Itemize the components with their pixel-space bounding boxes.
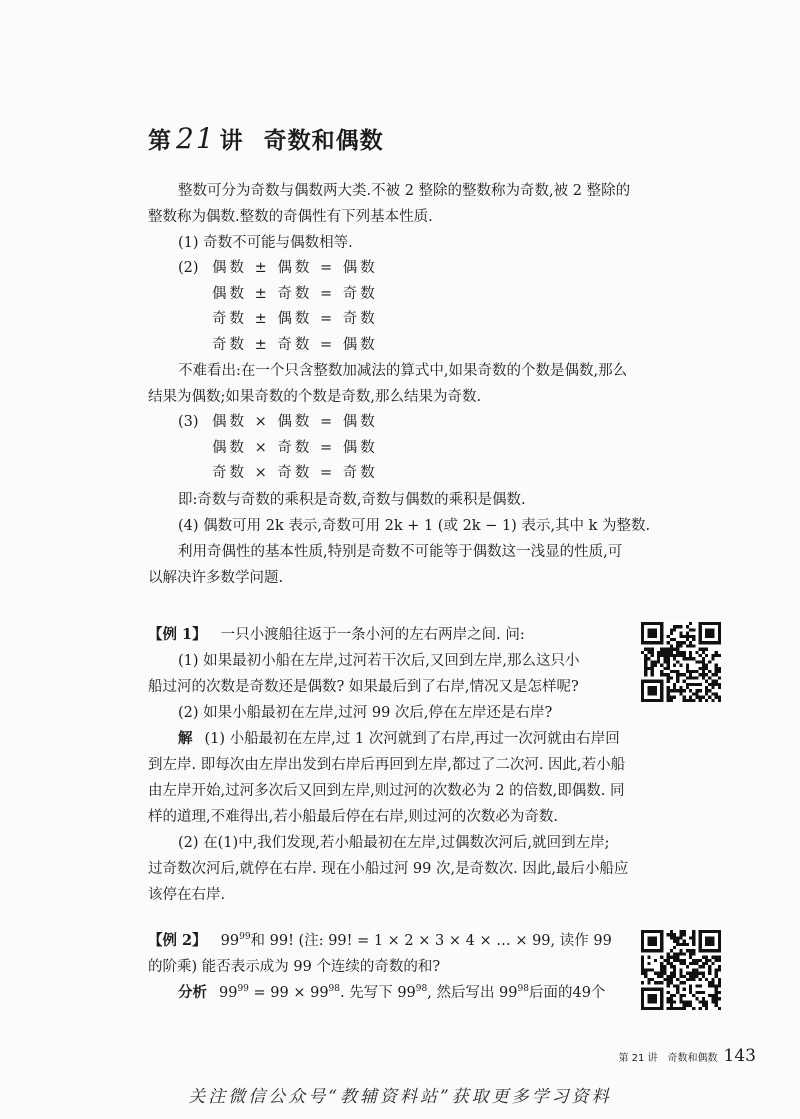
example-1-line: 样的道理,不难得出,若小船最后停在右岸,则过河的次数必为奇数. <box>148 809 558 825</box>
page-footer <box>586 1046 756 1066</box>
chapter-number: 21 <box>176 122 216 155</box>
rule-3-row <box>148 436 676 462</box>
chapter-suffix: 讲 <box>219 127 244 154</box>
watermark-note: 关注微信公众号“教辅资料站”获取更多学习资料 <box>188 1087 612 1107</box>
example-1-question: 【例 1】 一只小渡船往返于一条小河的左右两岸之间. 问: <box>148 626 525 643</box>
solution-tag: 解 <box>178 730 193 747</box>
formula: 偶数 × 奇数 = 偶数 <box>212 439 378 456</box>
intro-line: 以解决许多数学问题. <box>148 569 284 586</box>
example-1-line: (2) 如果小船最初在左岸,过河 99 次后,停在左岸还是右岸? <box>178 705 553 721</box>
example-1-solution: 解 (1) 小船最初在左岸,过 1 次河就到了右岸,再过一次河就由右岸回 <box>178 730 620 747</box>
rule-3-label: (3) <box>178 414 199 430</box>
intro-line: 利用奇偶性的基本性质,特别是奇数不可能等于偶数这一浅显的性质,可 <box>178 543 623 560</box>
rule-2-row <box>148 256 676 282</box>
intro-line: 整数可分为奇数与偶数两大类.不被 2 整除的整数称为奇数,被 2 整除的 <box>178 183 631 199</box>
example-2-tag: 【例 2】 <box>148 932 207 949</box>
example-1-line: 由左岸开始,过河多次后又回到左岸,则过河的次数必为 2 的倍数,即偶数. 同 <box>148 783 625 799</box>
intro-section <box>148 178 676 591</box>
example-1-line: 到左岸. 即每次由左岸出发到右岸后再回到左岸,都过了二次河. 因此,若小船 <box>148 757 626 773</box>
example-2-question: 【例 2】 $99^{99}$和 99! (注: 99! = 1 × 2 × 3 × 4 × … × 99, 读作 99 <box>148 932 612 949</box>
qr-code-icon[interactable] <box>641 930 721 1010</box>
intro-line: 结果为偶数;如果奇数的个数是奇数,那么结果为奇数. <box>148 389 482 405</box>
rule-1: (1) 奇数不可能与偶数相等. <box>178 235 353 251</box>
rule-3-row <box>148 410 676 436</box>
example-1-line: 该停在右岸. <box>148 887 226 903</box>
formula: 奇数 ± 奇数 = 偶数 <box>212 336 378 353</box>
footer-chapter: 第 21 讲 奇数和偶数 <box>618 1053 718 1064</box>
example-1-line: (1) 如果最初小船在左岸,过河若干次后,又回到左岸,那么这只小 <box>178 653 580 669</box>
example-1-line: 船过河的次数是奇数还是偶数? 如果最后到了右岸,情况又是怎样呢? <box>148 679 579 695</box>
formula: 奇数 × 奇数 = 奇数 <box>212 465 378 481</box>
rule-2-label: (2) <box>178 260 199 276</box>
qr-code-icon[interactable] <box>641 622 721 702</box>
chapter-title <box>148 122 384 155</box>
rule-4: (4) 偶数可用 2k 表示,奇数可用 2k + 1 (或 2k − 1) 表示,其中 k 为整数. <box>178 517 651 534</box>
formula: 奇数 ± 偶数 = 奇数 <box>212 311 378 327</box>
rule-2-row <box>148 307 676 333</box>
example-1-line: (2) 在(1)中,我们发现,若小船最初在左岸,过偶数次河后,就回到左岸; <box>178 835 610 851</box>
rule-3-row <box>148 461 676 487</box>
page-number: 143 <box>723 1046 756 1066</box>
example-2-line: 的阶乘) 能否表示成为 99 个连续的奇数的和? <box>148 959 441 975</box>
example-1-line: 过奇数次河后,就停在右岸. 现在小船过河 99 次,是奇数次. 因此,最后小船应 <box>148 861 629 877</box>
rule-2-row <box>148 333 676 359</box>
formula: 偶数 ± 奇数 = 奇数 <box>212 285 378 302</box>
chapter-prefix: 第 <box>148 127 172 154</box>
example-2-analysis: 分析 $99^{99} = 99 \times 99^{98}$. 先写下 $99^{98}$, 然后写出 $99^{98}$后面的49个 <box>178 984 606 1001</box>
example-1-tag: 【例 1】 <box>148 626 207 643</box>
intro-line: 即:奇数与奇数的乘积是奇数,奇数与偶数的乘积是偶数. <box>178 491 526 508</box>
rule-2-row <box>148 282 676 308</box>
intro-line: 不难看出:在一个只含整数加减法的算式中,如果奇数的个数是偶数,那么 <box>178 363 628 379</box>
analysis-tag: 分析 <box>178 984 207 1001</box>
chapter-name: 奇数和偶数 <box>263 127 384 154</box>
formula: 偶数 ± 偶数 = 偶数 <box>212 260 378 276</box>
intro-line: 整数称为偶数.整数的奇偶性有下列基本性质. <box>148 209 433 225</box>
formula: 偶数 × 偶数 = 偶数 <box>212 414 378 430</box>
